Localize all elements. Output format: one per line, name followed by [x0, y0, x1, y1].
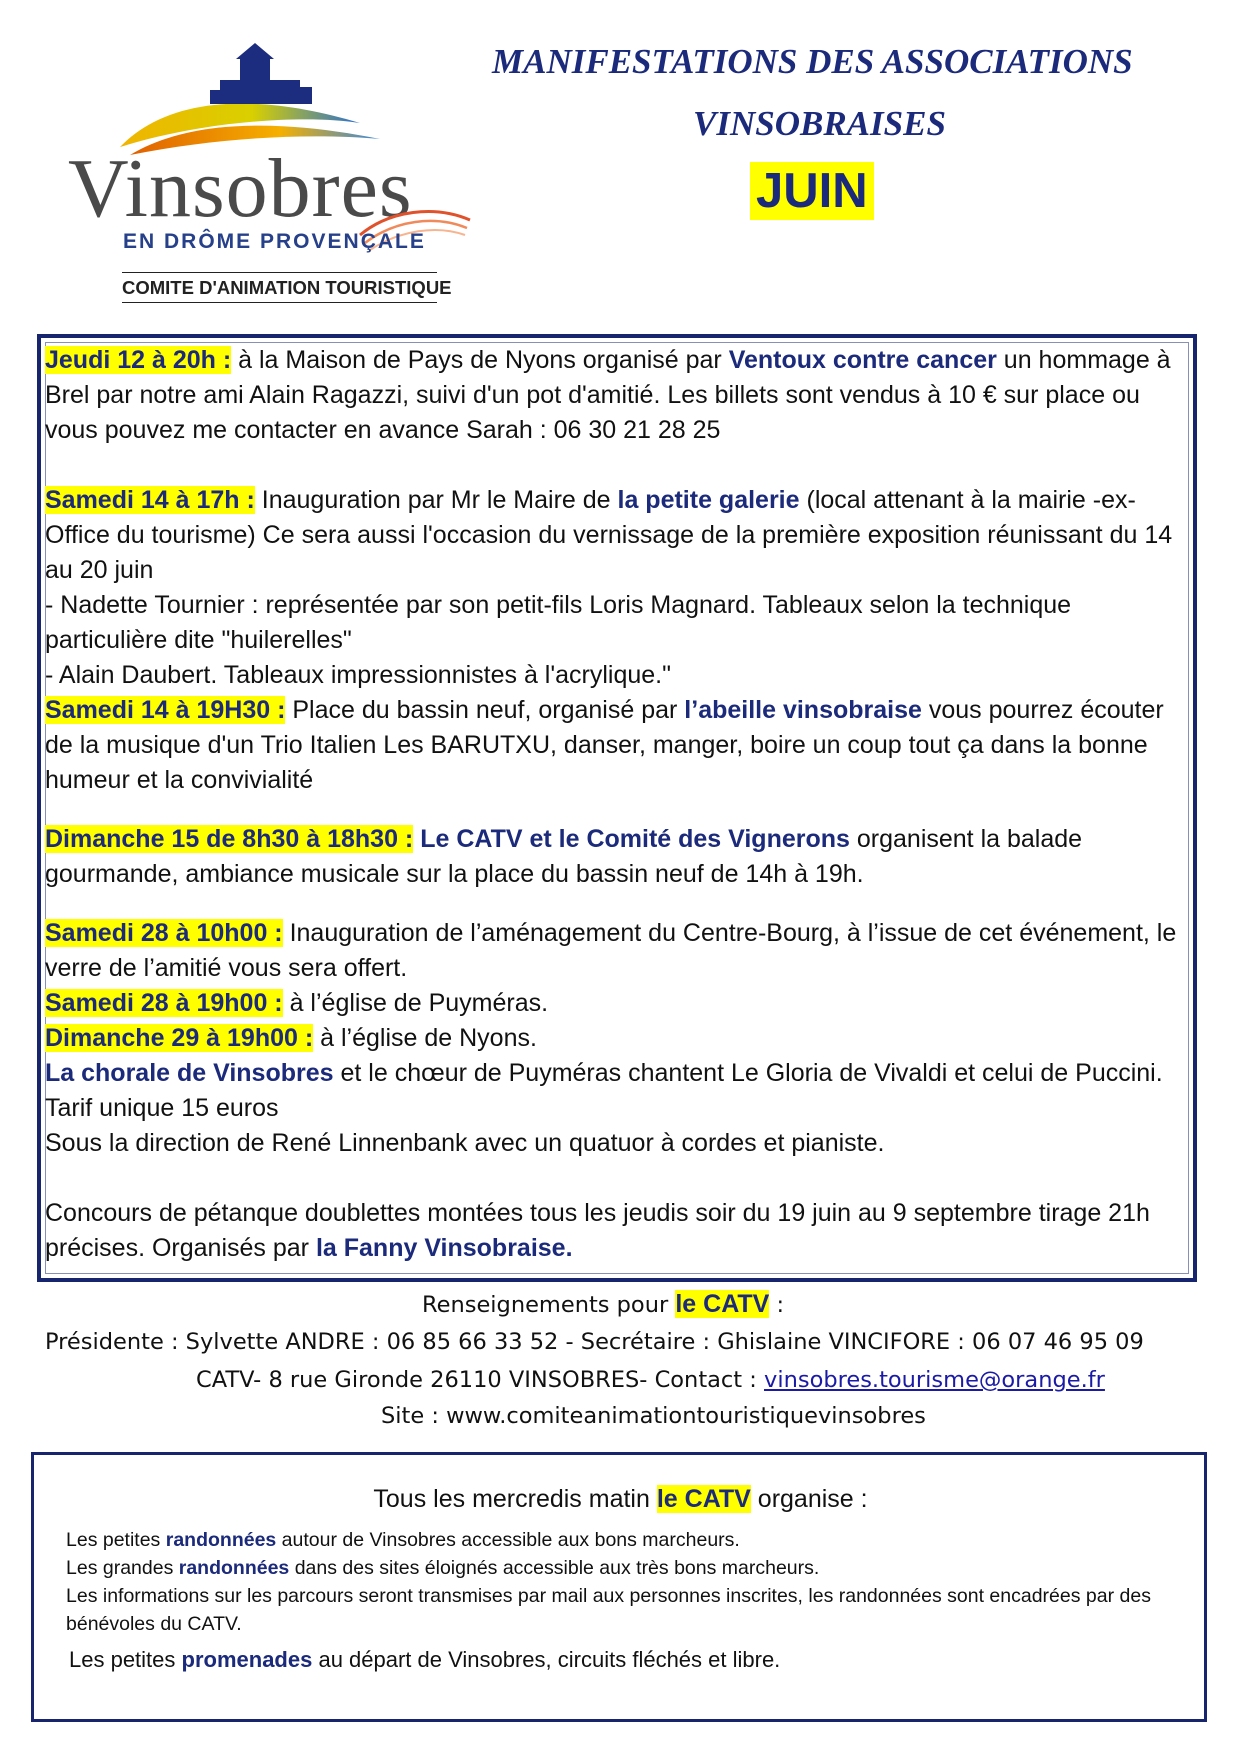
event-concert-puymeras — [45, 986, 1195, 1021]
weekly-promenades — [69, 1645, 780, 1675]
event-organizer: Le CATV et le Comité des Vignerons — [420, 825, 850, 853]
info-heading — [422, 1288, 784, 1322]
email-link[interactable]: vinsobres.tourisme@orange.fr — [764, 1367, 1105, 1393]
weekly-lines — [66, 1526, 1186, 1638]
event-text: organisent la balade gourmande, ambiance musicale sur la place du bassin neuf de 14h à 19h. — [45, 825, 1083, 888]
event-centre-bourg — [45, 916, 1195, 986]
info-label: Renseignements pour — [422, 1292, 676, 1318]
event-text: vous pourrez écouter de la musique d'un Trio Italien Les BARUTXU, danser, manger, boire un coup tout ça dans la bonne humeur et la convivialité — [45, 696, 1164, 794]
event-date: Dimanche 15 de 8h30 à 18h30 : — [45, 825, 414, 853]
event-petanque — [45, 1196, 1195, 1266]
page-title-line2: VINSOBRAISES — [693, 104, 946, 143]
event-date: Dimanche 29 à 19h00 : — [45, 1024, 314, 1052]
event-abeille — [45, 693, 1195, 798]
info-site: Site : www.comiteanimationtouristiquevinsobres — [381, 1403, 926, 1429]
event-organizer: Ventoux contre cancer — [728, 346, 997, 374]
weekly-text: autour de Vinsobres accessible aux bons marcheurs. — [276, 1529, 740, 1551]
weekly-text: Les petites — [69, 1647, 182, 1672]
event-petite-galerie — [45, 483, 1195, 588]
logo-committee: COMITE D'ANIMATION TOURISTIQUE — [122, 272, 437, 303]
event-text: (local attenant à la mairie -ex-Office du tourisme) Ce sera aussi l'occasion du vernissage de la première exposition réunissant du 14 au 20 juin — [45, 486, 1173, 584]
weekly-text: Les grandes — [66, 1557, 179, 1579]
event-organizer: La chorale de Vinsobres — [45, 1059, 334, 1087]
catv-highlight: le CATV — [675, 1290, 770, 1318]
event-organizer: la petite galerie — [617, 486, 800, 514]
page-title-line1: MANIFESTATIONS DES ASSOCIATIONS — [492, 42, 1133, 81]
weekly-text: dans des sites éloignés accessible aux très bons marcheurs. — [289, 1557, 820, 1579]
info-contacts: Présidente : Sylvette ANDRE : 06 85 66 33 52 - Secrétaire : Ghislaine VINCIFORE : 06 07 46 95 09 — [45, 1329, 1144, 1355]
event-brel — [45, 343, 1195, 448]
vinsobres-logo — [60, 35, 480, 305]
event-balade — [45, 822, 1195, 892]
catv-highlight: le CATV — [656, 1485, 751, 1513]
logo-wordmark: Vinsobres — [68, 142, 413, 235]
month-badge: JUIN — [750, 162, 874, 220]
weekly-keyword: promenades — [181, 1647, 313, 1672]
event-date: Jeudi 12 à 20h : — [45, 346, 232, 374]
event-organizer: l’abeille vinsobraise — [684, 696, 922, 724]
event-text: à l’église de Nyons. — [313, 1024, 537, 1052]
weekly-line — [66, 1526, 1186, 1554]
event-text: Place du bassin neuf, organisé par — [285, 696, 685, 724]
info-colon: : — [769, 1292, 785, 1318]
event-direction: Sous la direction de René Linnenbank avec un quatuor à cordes et pianiste. — [45, 1129, 885, 1157]
event-text: un hommage à Brel par notre ami Alain Ragazzi, suivi d'un pot d'amitié. Les billets sont vendus à 10 € sur place ou vous pouvez me contacter en avance Sarah : 06 30 21 28 25 — [45, 346, 1171, 444]
event-concert-nyons — [45, 1021, 1195, 1056]
event-chorale — [45, 1056, 1195, 1126]
weekly-keyword: randonnées — [165, 1529, 277, 1551]
events-list — [45, 343, 1195, 1266]
weekly-text: au départ de Vinsobres, circuits fléchés et libre. — [312, 1647, 781, 1672]
info-address — [196, 1364, 1105, 1397]
weekly-keyword: randonnées — [178, 1557, 290, 1579]
weekly-title-text: Tous les mercredis matin — [373, 1485, 657, 1513]
event-artist-line: - Alain Daubert. Tableaux impressionnistes à l'acrylique." — [45, 661, 672, 689]
event-date: Samedi 14 à 17h : — [45, 486, 255, 514]
event-organizer: la Fanny Vinsobraise. — [315, 1234, 573, 1262]
weekly-title — [0, 1482, 1241, 1516]
event-text: Concours de pétanque doublettes montées tous les jeudis soir du 19 juin au 9 septembre tirage 21h précises. Organisés par — [45, 1199, 1150, 1262]
weekly-text: Les petites — [66, 1529, 166, 1551]
event-text: à la Maison de Pays de Nyons organisé par — [231, 346, 729, 374]
event-text: à l’église de Puyméras. — [282, 989, 549, 1017]
event-text: et le chœur de Puyméras chantent Le Gloria de Vivaldi et celui de Puccini. Tarif unique 15 euros — [45, 1059, 1163, 1122]
logo-subtitle: EN DRÔME PROVENÇALE — [123, 230, 426, 253]
info-address-text: CATV- 8 rue Gironde 26110 VINSOBRES- Contact : — [196, 1367, 765, 1393]
event-date: Samedi 14 à 19H30 : — [45, 696, 286, 724]
weekly-line: Les informations sur les parcours seront transmises par mail aux personnes inscrites, les randonnées sont encadrées par des bénévoles du CATV. — [66, 1585, 1151, 1635]
event-date: Samedi 28 à 10h00 : — [45, 919, 283, 947]
event-date: Samedi 28 à 19h00 : — [45, 989, 283, 1017]
weekly-title-text: organise : — [750, 1485, 868, 1513]
event-text: Inauguration de l’aménagement du Centre-Bourg, à l’issue de cet événement, le verre de l’amitié vous sera offert. — [45, 919, 1177, 982]
event-artist-line: - Nadette Tournier : représentée par son petit-fils Loris Magnard. Tableaux selon la technique particulière dite "huilerelles" — [45, 591, 1072, 654]
event-text: Inauguration par Mr le Maire de — [254, 486, 618, 514]
weekly-line — [66, 1554, 1186, 1582]
